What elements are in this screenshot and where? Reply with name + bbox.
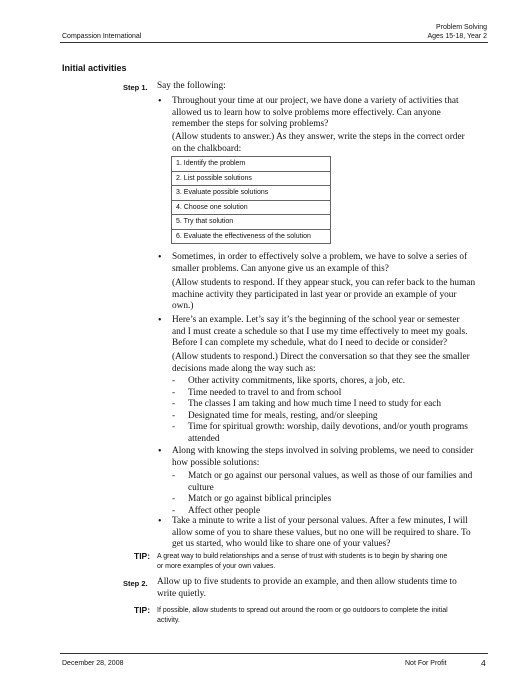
bullet-marker: •: [158, 96, 162, 107]
dash-item-text: Match or go against our personal values, as well as those of our families and: [188, 471, 473, 481]
text-line: and I must create a schedule so that I use my time effectively to meet my goals.: [172, 326, 468, 337]
section-title: Initial activities: [62, 63, 127, 73]
table-cell: 2. List possible solutions: [172, 171, 331, 186]
bullet-marker: •: [158, 315, 162, 326]
dash-item-text: The classes I am taking and how much time I need to study for each: [188, 399, 442, 410]
dash-item-text: Time needed to travel to and from school: [188, 387, 342, 398]
bullet4-text: [172, 446, 473, 469]
step2-text: [157, 577, 457, 600]
text-line: or more examples of your own values.: [157, 563, 276, 570]
dash-item: - Time needed to travel to and from school: [172, 387, 342, 398]
table-row: [172, 229, 331, 244]
text-line: Sometimes, in order to effectively solve a problem, we have to solve a series of: [172, 252, 468, 262]
header-organization: Compassion International: [62, 33, 142, 40]
dash-list-2: [172, 471, 473, 517]
table-cell: 5. Try that solution: [172, 215, 331, 230]
bullet1-text: [172, 96, 459, 131]
dash-list-1: [172, 376, 468, 446]
header-audience: Ages 15-18, Year 2: [427, 33, 487, 40]
text-line: on the chalkboard:: [172, 143, 242, 154]
dash-item: - Affect other people: [172, 505, 261, 516]
dash-item-text: attended: [188, 433, 220, 444]
table-cell: 6. Evaluate the effectiveness of the solution: [172, 229, 331, 244]
dash-item: - Designated time for meals, resting, and/or sleeping: [172, 410, 378, 421]
text-line: decisions made along the way such as:: [172, 363, 316, 374]
dash-item-text: Affect other people: [188, 505, 261, 516]
tip1-text: [157, 552, 487, 572]
step2-label: Step 2.: [123, 579, 148, 588]
footer-date: December 28, 2008: [62, 660, 124, 667]
table-row: [172, 171, 331, 186]
text-line: Here’s an example. Let’s say it’s the beginning of the school year or semester: [172, 315, 460, 325]
bullet-marker: •: [158, 446, 162, 457]
text-line: allow some of you to share these values, but no one will be required to share. To: [172, 527, 471, 538]
table-cell: 4. Choose one solution: [172, 200, 331, 215]
text-line: Before I can complete my schedule, what do I need to decide or consider?: [172, 338, 448, 349]
bullet1-note: [172, 132, 465, 155]
footer-divider: [60, 653, 488, 654]
step1-intro: Say the following:: [157, 81, 226, 91]
step1-label: Step 1.: [123, 83, 148, 92]
tip1-label: TIP:: [134, 551, 151, 561]
text-line: A great way to build relationships and a sense of trust with students is to begin by sharing one: [157, 553, 448, 560]
table-row: [172, 157, 331, 172]
dash-item-continued: [172, 482, 214, 495]
problem-solving-steps-table: [171, 156, 331, 244]
text-line: activity.: [157, 617, 180, 624]
text-line: machine activity they participated in last year or provide an example of your: [172, 289, 457, 300]
dash-item-text: Match or go against biblical principles: [188, 494, 332, 505]
dash-item-text: culture: [188, 482, 214, 493]
dash-item-text: Time for spiritual growth: worship, daily devotions, and/or youth programs: [188, 422, 468, 433]
tip2-label: TIP:: [134, 605, 151, 615]
bullet2-text: [172, 252, 467, 275]
table-row: [172, 186, 331, 201]
table-row: [172, 215, 331, 230]
text-line: If possible, allow students to spread out around the room or go outdoors to complete the initial: [157, 607, 448, 614]
text-line: smaller problems. Can anyone give us an example of this?: [172, 263, 389, 274]
text-line: Allow up to five students to provide an example, and then allow students time to: [157, 577, 457, 587]
bullet5-text: [172, 516, 471, 551]
dash-item-text: Other activity commitments, like sports, chores, a job, etc.: [188, 376, 406, 386]
dash-item: - The classes I am taking and how much time I need to study for each: [172, 399, 442, 410]
table-row: [172, 200, 331, 215]
text-line: write quietly.: [157, 588, 206, 599]
text-line: Throughout your time at our project, we have done a variety of activities that: [172, 96, 459, 106]
page-number: 4: [481, 658, 486, 668]
text-line: (Allow students to answer.) As they answer, write the steps in the correct order: [172, 132, 465, 142]
text-line: Along with knowing the steps involved in solving problems, we need to consider: [172, 446, 474, 456]
header-course-info: [427, 23, 487, 41]
bullet-marker: •: [158, 252, 162, 263]
text-line: (Allow students to respond. If they appear stuck, you can refer back to the human: [172, 278, 476, 288]
table-cell: 1. Identify the problem: [172, 157, 331, 172]
dash-item-text: Designated time for meals, resting, and/or sleeping: [188, 410, 378, 421]
dash-item: - Match or go against our personal values, as well as those of our families and: [172, 471, 473, 481]
dash-item-continued: [172, 433, 220, 446]
text-line: own.): [172, 301, 194, 312]
text-line: remember the steps for solving problems?: [172, 119, 329, 130]
text-line: (Allow students to respond.) Direct the conversation so that they see the smaller: [172, 352, 470, 362]
bullet3-note: [172, 352, 470, 375]
bullet2-note: [172, 278, 475, 313]
text-line: how possible solutions:: [172, 457, 260, 468]
tip2-text: [157, 606, 487, 626]
footer-note: Not For Profit: [405, 660, 447, 667]
header-topic: Problem Solving: [436, 24, 487, 31]
dash-item: - Other activity commitments, like sports, chores, a job, etc.: [172, 376, 406, 386]
text-line: get us started, who would like to share one of your values?: [172, 539, 391, 550]
dash-item: - Match or go against biblical principles: [172, 494, 332, 505]
text-line: allowed us to learn how to solve problems more effectively. Can anyone: [172, 107, 441, 118]
bullet-marker: •: [158, 516, 162, 527]
header-divider: [60, 42, 488, 43]
text-line: Take a minute to write a list of your personal values. After a few minutes, I will: [172, 516, 468, 526]
table-cell: 3. Evaluate possible solutions: [172, 186, 331, 201]
bullet3-text: [172, 315, 467, 350]
dash-item: - Time for spiritual growth: worship, daily devotions, and/or youth programs: [172, 422, 468, 433]
